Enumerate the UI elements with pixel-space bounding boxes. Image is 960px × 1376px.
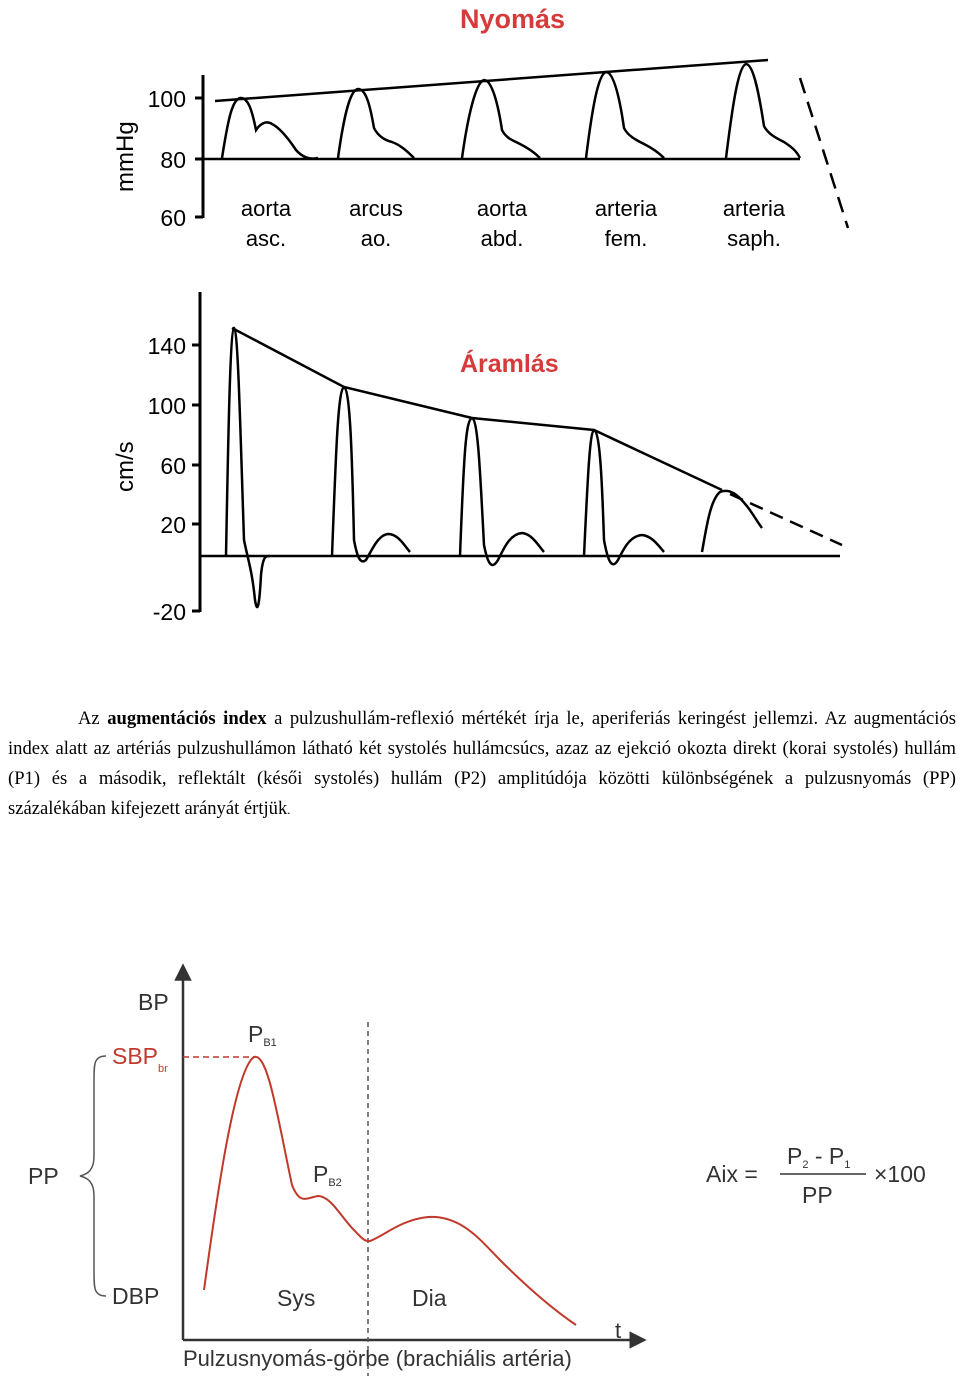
pressure-unit-label: mmHg <box>112 121 139 192</box>
sbp-label: $SBP_{br}$ <box>112 1043 168 1075</box>
site-4-line2: fem. <box>604 226 648 251</box>
sys-label: Sys <box>277 1285 316 1311</box>
flow-tick-100: 100 <box>147 393 186 419</box>
site-3-line1: aorta <box>476 196 528 221</box>
pb2-label: PB2 <box>313 1161 342 1189</box>
pressure-wave-arteria-saph <box>726 64 800 158</box>
flow-wave-arcus-ao <box>332 387 410 561</box>
pressure-tick-80: 80 <box>160 147 186 173</box>
aix-formula <box>706 1143 926 1208</box>
pressure-envelope <box>215 60 768 101</box>
dbp-label: DBP <box>112 1283 160 1309</box>
pressure-wave-arteria-fem <box>586 72 664 158</box>
flow-tick-minus20: -20 <box>152 599 186 625</box>
flow-tick-20: 20 <box>160 512 186 538</box>
curve-caption: Pulzusnyomás-görbe (brachiális artéria) <box>183 1346 572 1371</box>
site-3-line2: abd. <box>480 226 524 251</box>
pp-label: PP <box>28 1163 59 1189</box>
flow-wave-arteria-saph <box>702 491 762 552</box>
formula-numerator: P2 - P1 <box>787 1143 851 1171</box>
pp-brace <box>80 1056 106 1296</box>
pressure-wave-arcus-ao <box>338 89 414 158</box>
pressure-wave-aorta-abd <box>462 80 540 158</box>
pulse-pressure-curve <box>204 1057 576 1325</box>
site-1-line2: asc. <box>245 226 287 251</box>
flow-tick-140: 140 <box>147 333 186 359</box>
t-axis-label: t <box>615 1318 622 1343</box>
site-2-line2: ao. <box>360 226 392 251</box>
formula-lhs: Aix = <box>706 1161 758 1187</box>
flow-wave-aorta-asc <box>226 328 270 607</box>
formula-multiplier: ×100 <box>874 1161 926 1187</box>
pb1-label: PB1 <box>248 1021 277 1049</box>
site-5-line1: arteria <box>722 196 786 221</box>
paragraph-body: Az augmentációs index a pulzushullám-reflexió mértékét írja le, aperiferiás keringést jellemzi. Az augmentációs index alatt az artériás pulzushullámon látható két systolés hullámcsúcs, azaz az ejekció okozta direkt (korai systolés) hullám (P1) és a második, reflektált (késői systolés) hullám (P2) amplitúdója közötti különbségének a pulzusnyomás (PP) százalékában kifejezett arányát értjük. <box>8 708 956 819</box>
pressure-envelope-dashed <box>800 78 848 228</box>
site-1-line1: aorta <box>240 196 292 221</box>
flow-wave-aorta-abd <box>460 418 544 565</box>
flow-envelope-dashed <box>730 494 842 545</box>
site-5-line2: saph. <box>727 226 781 251</box>
site-4-line1: arteria <box>594 196 658 221</box>
formula-denominator: PP <box>802 1182 833 1208</box>
site-labels <box>241 196 786 251</box>
bp-axis-label: BP <box>138 989 169 1015</box>
pressure-tick-60: 60 <box>160 205 186 231</box>
site-2-line1: arcus <box>349 196 403 221</box>
flow-wave-arteria-fem <box>584 430 664 564</box>
description-paragraph <box>8 704 956 825</box>
pressure-wave-aorta-asc <box>222 98 318 159</box>
term-augmentation-index: augmentációs index <box>107 708 267 729</box>
dia-label: Dia <box>412 1285 447 1311</box>
flow-unit-label: cm/s <box>112 441 139 492</box>
pressure-flow-figure <box>0 0 960 640</box>
flow-tick-60: 60 <box>160 453 186 479</box>
pulse-pressure-figure <box>0 960 960 1376</box>
flow-title: Áramlás <box>460 350 559 378</box>
pressure-title: Nyomás <box>460 4 566 34</box>
pressure-tick-100: 100 <box>147 86 186 112</box>
